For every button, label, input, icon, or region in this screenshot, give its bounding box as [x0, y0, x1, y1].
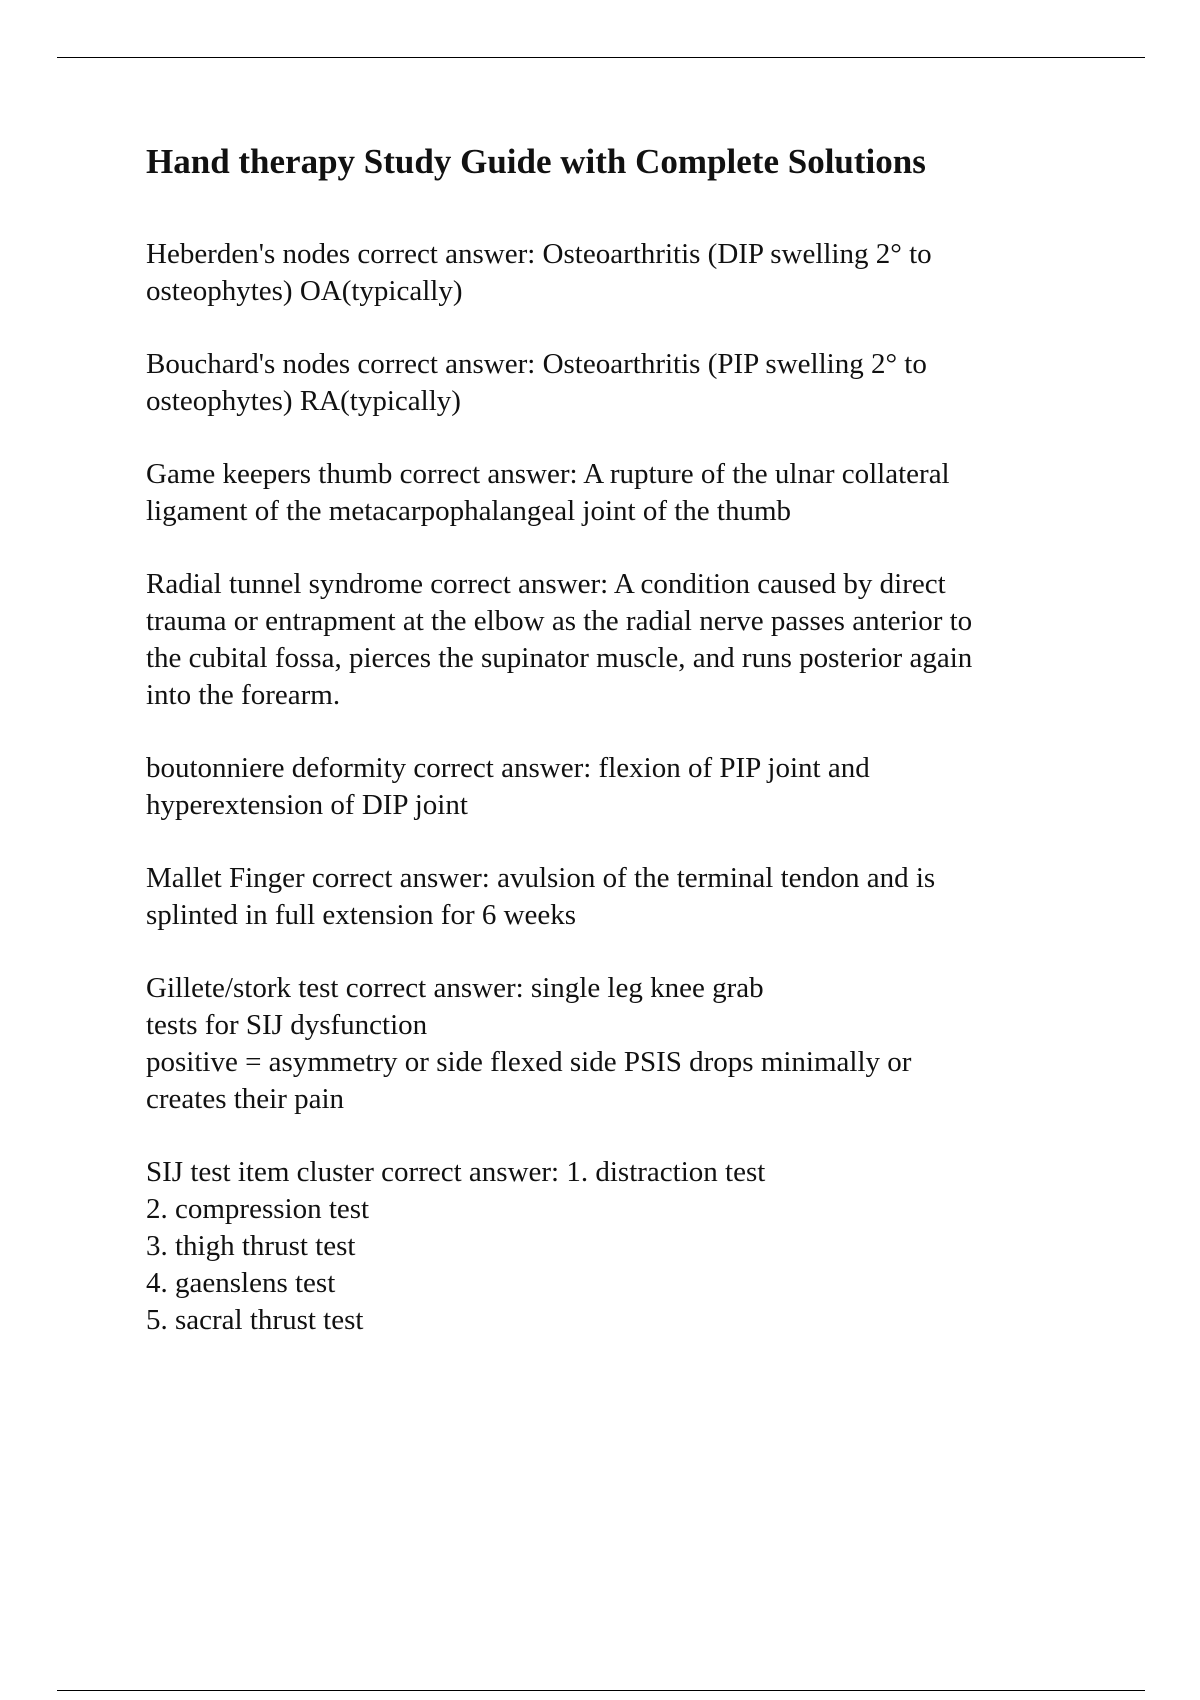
entry-line: osteophytes) RA(typically): [146, 385, 461, 417]
entry-line: the cubital fossa, pierces the supinator muscle, and runs posterior again: [146, 642, 973, 674]
entry-bouchards-nodes: [146, 346, 1086, 420]
entry-line: splinted in full extension for 6 weeks: [146, 899, 577, 931]
entry-line: Bouchard's nodes correct answer: Osteoarthritis (PIP swelling 2° to: [146, 348, 927, 380]
entry-line: Mallet Finger correct answer: avulsion of the terminal tendon and is: [146, 862, 936, 894]
entry-radial-tunnel-syndrome: [146, 566, 1086, 714]
entry-line: 5. sacral thrust test: [146, 1304, 364, 1336]
entry-boutonniere-deformity: [146, 750, 1086, 824]
entry-line: Radial tunnel syndrome correct answer: A condition caused by direct: [146, 568, 946, 600]
entry-line: 3. thigh thrust test: [146, 1230, 356, 1262]
entry-line: positive = asymmetry or side flexed side PSIS drops minimally or: [146, 1046, 912, 1078]
entry-line: into the forearm.: [146, 679, 341, 711]
entry-line: Game keepers thumb correct answer: A rupture of the ulnar collateral: [146, 458, 950, 490]
document-title: Hand therapy Study Guide with Complete Solutions: [146, 142, 926, 181]
entry-line: tests for SIJ dysfunction: [146, 1009, 428, 1041]
entry-line: Heberden's nodes correct answer: Osteoarthritis (DIP swelling 2° to: [146, 238, 932, 270]
entry-heberdens-nodes: [146, 236, 1086, 310]
entry-line: 2. compression test: [146, 1193, 370, 1225]
entry-line: hyperextension of DIP joint: [146, 789, 468, 821]
top-divider: [57, 57, 1145, 58]
entry-line: trauma or entrapment at the elbow as the radial nerve passes anterior to: [146, 605, 973, 637]
entry-line: 4. gaenslens test: [146, 1267, 336, 1299]
entry-line: ligament of the metacarpophalangeal joint of the thumb: [146, 495, 792, 527]
entry-game-keepers-thumb: [146, 456, 1086, 530]
entry-sij-test-item-cluster: [146, 1154, 1086, 1339]
bottom-divider: [57, 1690, 1145, 1691]
entry-line: Gillete/stork test correct answer: single leg knee grab: [146, 972, 764, 1004]
entry-line: creates their pain: [146, 1083, 345, 1115]
entry-mallet-finger: [146, 860, 1086, 934]
entry-gillete-stork-test: [146, 970, 1086, 1118]
document-body: [146, 140, 1086, 1375]
entry-line: SIJ test item cluster correct answer: 1. distraction test: [146, 1156, 766, 1188]
entry-line: osteophytes) OA(typically): [146, 275, 463, 307]
entry-line: boutonniere deformity correct answer: flexion of PIP joint and: [146, 752, 870, 784]
